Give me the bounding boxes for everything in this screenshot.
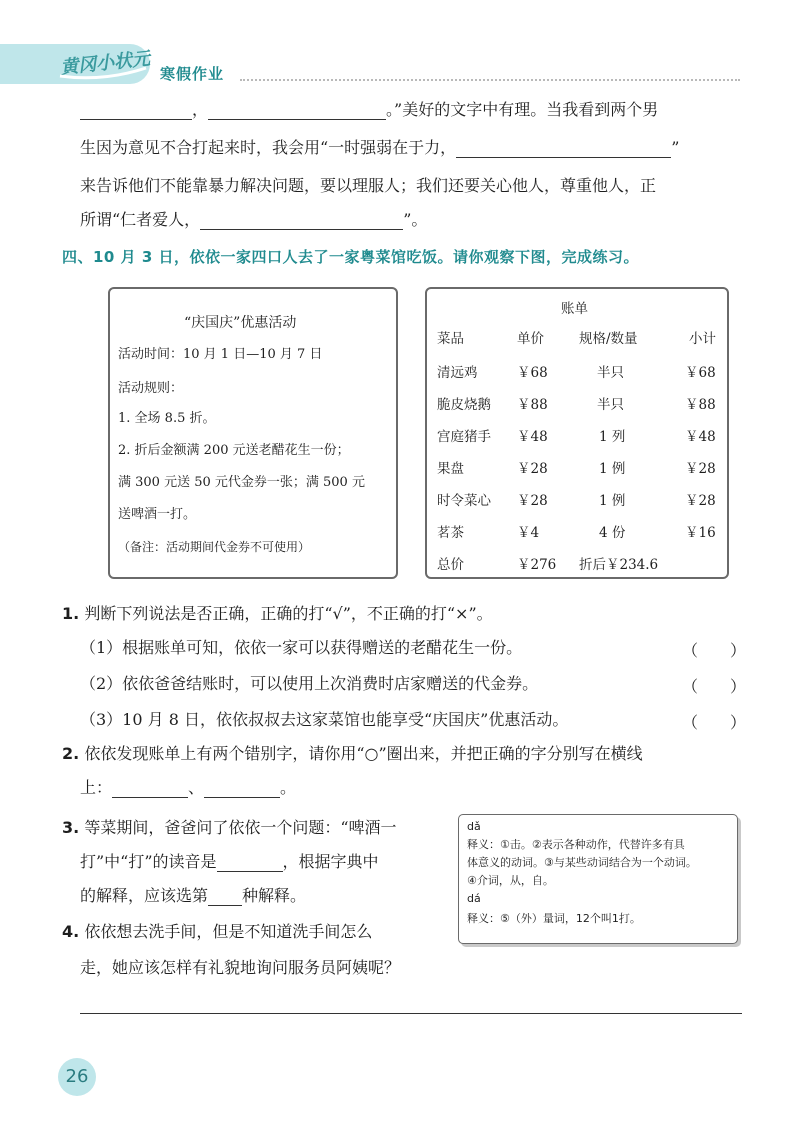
blank-4[interactable] bbox=[200, 212, 403, 230]
bill-row-5-dish: 时令菜心 bbox=[437, 493, 491, 509]
comma: ， bbox=[192, 100, 209, 119]
q2-text-2: 上： bbox=[80, 778, 113, 797]
promo-rules-label: 活动规则： bbox=[118, 381, 184, 396]
bill-row-2-subtotal: ￥88 bbox=[685, 397, 716, 413]
bill-row-2-price: ￥88 bbox=[517, 397, 548, 413]
q3-text-2b: ，根据字典中 bbox=[282, 852, 379, 871]
q2-answer-line bbox=[80, 778, 296, 798]
bill-row-5-subtotal: ￥28 bbox=[685, 493, 716, 509]
dictionary-box bbox=[458, 814, 738, 944]
quote-end: ” bbox=[671, 138, 680, 157]
bill-header-dish: 菜品 bbox=[437, 331, 464, 347]
q1-answer-3[interactable]: （ ） bbox=[682, 713, 747, 732]
bill-row-3-subtotal: ￥48 bbox=[685, 429, 716, 445]
dict-def-1b: 体意义的动词。③与某些动词结合为一个动词。 bbox=[467, 856, 697, 869]
intro-text-4: 所谓“仁者爱人， bbox=[80, 210, 201, 229]
q3-blank-pronunciation[interactable] bbox=[217, 854, 283, 872]
q4-prompt bbox=[62, 922, 372, 942]
bill-total-label: 总价 bbox=[437, 557, 464, 573]
promo-box bbox=[108, 287, 398, 579]
bill-header-subtotal: 小计 bbox=[689, 331, 716, 347]
bill-title: 账单 bbox=[561, 301, 588, 317]
intro-line-4 bbox=[80, 210, 427, 230]
promo-rule-2a: 2. 折后金额满 200 元送老醋花生一份； bbox=[118, 443, 350, 458]
intro-text-1: 。”美好的文字中有理。当我看到两个男 bbox=[386, 100, 659, 119]
bill-row-3-qty: 1 列 bbox=[599, 429, 626, 445]
bill-row-1-dish: 清远鸡 bbox=[437, 365, 478, 381]
q4-text-1: 依依想去洗手间，但是不知道洗手间怎么 bbox=[84, 922, 373, 941]
q1-item-2: （2）依依爸爸结账时，可以使用上次消费时店家赠送的代金券。 bbox=[80, 674, 539, 693]
q2-prompt bbox=[62, 744, 643, 764]
bill-row-6-price: ￥4 bbox=[517, 525, 540, 541]
blank-1[interactable] bbox=[80, 102, 192, 120]
bill-row-3-price: ￥48 bbox=[517, 429, 548, 445]
promo-rule-1: 1. 全场 8.5 折。 bbox=[118, 411, 216, 426]
promo-time: 活动时间：10 月 1 日—10 月 7 日 bbox=[118, 347, 323, 362]
q4-line-2: 走，她应该怎样有礼貌地询问服务员阿姨呢？ bbox=[80, 958, 401, 977]
bill-row-1-price: ￥68 bbox=[517, 365, 548, 381]
dict-def-1a: 释义：①击。②表示各种动作，代替许多有具 bbox=[467, 838, 685, 851]
q3-blank-choice[interactable] bbox=[208, 888, 242, 906]
bill-row-5-qty: 1 例 bbox=[599, 493, 626, 509]
dict-pinyin-2: dá bbox=[467, 892, 481, 905]
q4-number: 4. bbox=[62, 922, 80, 941]
bill-row-2-qty: 半只 bbox=[597, 397, 624, 413]
bill-row-4-subtotal: ￥28 bbox=[685, 461, 716, 477]
bill-discounted: 折后￥234.6 bbox=[579, 557, 659, 573]
blank-2[interactable] bbox=[208, 102, 386, 120]
bill-row-4-price: ￥28 bbox=[517, 461, 548, 477]
q2-number: 2. bbox=[62, 744, 80, 763]
q1-answer-2[interactable]: （ ） bbox=[682, 677, 747, 696]
intro-line-1 bbox=[80, 100, 658, 120]
page-number: 26 bbox=[58, 1058, 96, 1096]
promo-rule-2c: 送啤酒一打。 bbox=[118, 507, 197, 522]
bill-row-1-qty: 半只 bbox=[597, 365, 624, 381]
intro-line-2 bbox=[80, 138, 679, 158]
q1-prompt bbox=[62, 604, 493, 624]
q1-answer-1[interactable]: （ ） bbox=[682, 641, 747, 660]
q1-text: 判断下列说法是否正确，正确的打“√”，不正确的打“×”。 bbox=[84, 604, 493, 623]
q2-end: 。 bbox=[280, 778, 297, 797]
section-4-heading: 四、10 月 3 日，依依一家四口人去了一家粤菜馆吃饭。请你观察下图，完成练习。 bbox=[62, 248, 639, 266]
bill-header-qty: 规格/数量 bbox=[579, 331, 638, 347]
q3-text-2: 打”中“打”的读音是 bbox=[80, 852, 217, 871]
section-title: 寒假作业 bbox=[160, 65, 225, 83]
q3-number: 3. bbox=[62, 818, 80, 837]
intro-line-3: 来告诉他们不能靠暴力解决问题，要以理服人；我们还要关心他人，尊重他人，正 bbox=[80, 176, 657, 195]
bill-row-4-dish: 果盘 bbox=[437, 461, 464, 477]
q3-text-3b: 种解释。 bbox=[242, 886, 307, 905]
bill-row-3-dish: 宫庭猪手 bbox=[437, 429, 491, 445]
bill-row-4-qty: 1 例 bbox=[599, 461, 626, 477]
bill-row-1-subtotal: ￥68 bbox=[685, 365, 716, 381]
brand-swoosh-icon bbox=[58, 66, 148, 80]
bill-row-6-subtotal: ￥16 bbox=[685, 525, 716, 541]
bill-row-2-dish: 脆皮烧鹅 bbox=[437, 397, 491, 413]
bill-box bbox=[425, 287, 729, 579]
blank-3[interactable] bbox=[456, 140, 671, 158]
q2-text: 依依发现账单上有两个错别字，请你用“○”圈出来，并把正确的字分别写在横线 bbox=[84, 744, 643, 763]
q3-line-3 bbox=[80, 886, 306, 906]
intro-text-4-end: ”。 bbox=[403, 210, 428, 229]
bill-header-price: 单价 bbox=[517, 331, 544, 347]
bill-row-6-qty: 4 份 bbox=[599, 525, 626, 541]
promo-title: “庆国庆”优惠活动 bbox=[184, 315, 297, 331]
bill-total: ￥276 bbox=[517, 557, 557, 573]
brand-logo: 黄冈小状元 bbox=[59, 48, 152, 79]
q2-blank-1[interactable] bbox=[112, 780, 188, 798]
q2-separator: 、 bbox=[188, 778, 205, 797]
intro-text-2: 生因为意见不合打起来时，我会用“一时强弱在于力， bbox=[80, 138, 457, 157]
header-dotted-divider bbox=[240, 79, 740, 81]
q3-prompt bbox=[62, 818, 397, 838]
q1-item-1: （1）根据账单可知，依依一家可以获得赠送的老醋花生一份。 bbox=[80, 638, 523, 657]
q3-line-2 bbox=[80, 852, 379, 872]
dict-def-1c: ④介词，从，自。 bbox=[467, 874, 554, 887]
bill-row-5-price: ￥28 bbox=[517, 493, 548, 509]
promo-rule-2b: 满 300 元送 50 元代金券一张；满 500 元 bbox=[118, 475, 365, 490]
dict-pinyin-1: dǎ bbox=[467, 820, 481, 833]
q3-text-3: 的解释，应该选第 bbox=[80, 886, 209, 905]
promo-note: （备注：活动期间代金券不可使用） bbox=[118, 540, 311, 554]
dict-def-2: 释义：⑤（外）量词，12个叫1打。 bbox=[467, 912, 641, 925]
q1-number: 1. bbox=[62, 604, 80, 623]
q2-blank-2[interactable] bbox=[204, 780, 280, 798]
q4-answer-line[interactable] bbox=[80, 1013, 742, 1014]
q3-text-1: 等菜期间，爸爸问了依依一个问题：“啤酒一 bbox=[84, 818, 397, 837]
bill-row-6-dish: 茗茶 bbox=[437, 525, 464, 541]
q1-item-3: （3）10 月 8 日，依依叔叔去这家菜馆也能享受“庆国庆”优惠活动。 bbox=[80, 710, 569, 729]
